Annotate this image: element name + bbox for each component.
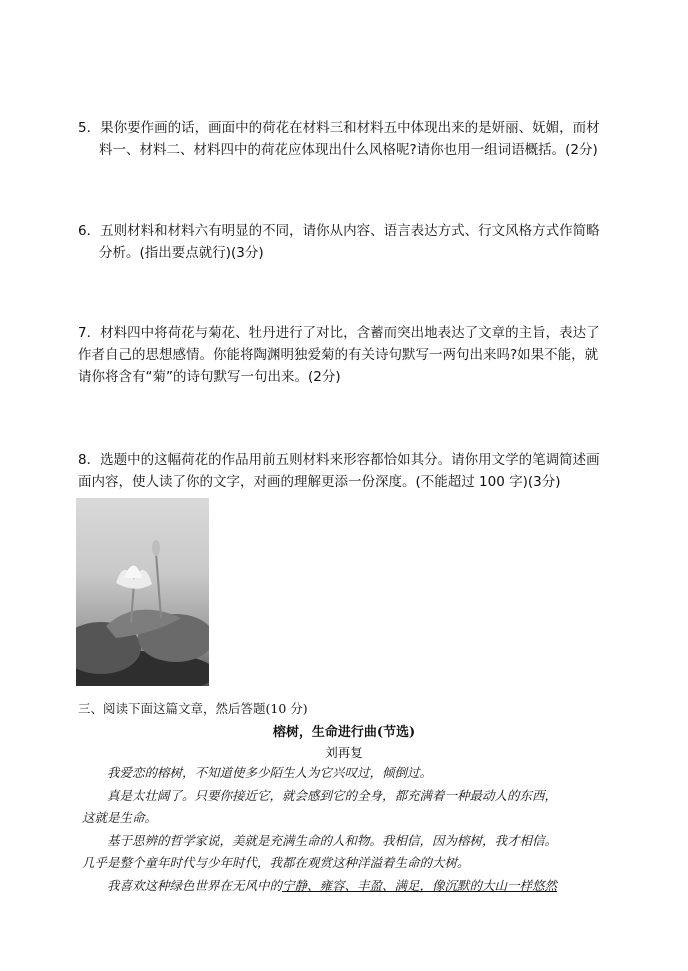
question-5-line-2: 料一、材料二、材料四中的荷花应体现出什么风格呢?请你也用一组词语概括。(2分) (99, 142, 598, 158)
question-7-line-1: 7．材料四中将荷花与菊花、牡丹进行了对比，含蓄而突出地表达了文章的主旨，表达了 (78, 325, 600, 341)
question-7-line-2: 作者自己的思想感情。你能将陶渊明独爱菊的有关诗句默写一两句出来吗?如果不能，就 (78, 347, 599, 363)
question-8-line-2: 面内容，使人读了你的文字，对画的理解更添一份深度。(不能超过 100 字)(3分) (78, 474, 561, 490)
question-6 (78, 220, 623, 264)
essay-paragraph: 真是太壮阔了。只要你接近它，就会感到它的全身，都充满着一种最动人的东西， (107, 787, 558, 803)
question-5-line-1: 5．果你要作画的话，画面中的荷花在材料三和材料五中体现出来的是妍丽、妩媚，而材 (78, 120, 600, 136)
essay-title: 榕树，生命进行曲(节选) (272, 725, 416, 740)
essay-last-prefix: 我喜欢这种绿色世界在无风中的 (107, 877, 283, 893)
essay-paragraph-continued: 这就是生命。 (82, 810, 158, 825)
question-7 (78, 322, 623, 388)
question-8 (78, 449, 623, 493)
section-heading: 三、阅读下面这篇文章，然后答题(10 分) (78, 701, 308, 716)
question-5 (78, 117, 623, 161)
essay-author: 刘再复 (325, 745, 363, 760)
essay-body (82, 762, 617, 897)
question-7-line-3: 请你将含有“菊”的诗句默写一句出来。(2分) (78, 369, 341, 385)
question-8-line-1: 8．选题中的这幅荷花的作品用前五则材料来形容都恰如其分。请你用文学的笔调简述画 (78, 452, 600, 468)
question-6-line-1: 6．五则材料和材料六有明显的不同，请你从内容、语言表达方式、行文风格方式作简略 (78, 223, 600, 239)
essay-paragraph: 我爱恋的榕树，不知道使多少陌生人为它兴叹过，倾倒过。 (107, 765, 433, 780)
question-6-line-2: 分析。(指出要点就行)(3分) (99, 245, 264, 261)
essay-paragraph: 几乎是整个童年时代与少年时代，我都在观赏这种洋溢着生命的大树。 (82, 855, 470, 870)
essay-underlined-text: 宁静、雍容、丰盈、满足，像沉默的大山一样悠然 (282, 877, 558, 893)
essay-paragraph: 基于思辨的哲学家说，美就是充满生命的人和物。我相信，因为榕树，我才相信。 (107, 832, 558, 848)
essay-paragraph-last (82, 875, 617, 898)
lotus-painting-image (76, 498, 209, 686)
